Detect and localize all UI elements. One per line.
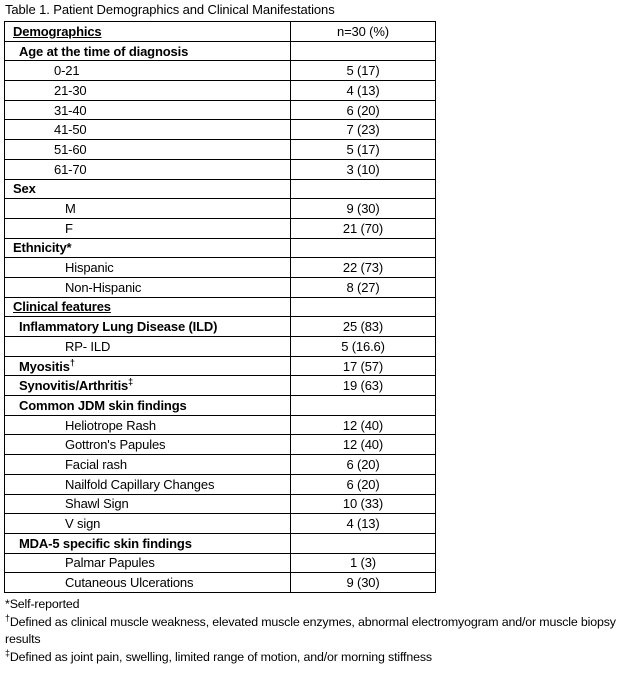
table-row: [5, 297, 436, 317]
row-value: 4 (13): [291, 514, 436, 534]
table-row: [5, 179, 436, 199]
row-value: 21 (70): [291, 218, 436, 238]
row-value: 12 (40): [291, 435, 436, 455]
footnote: [5, 596, 621, 614]
table-row: [5, 573, 436, 593]
table-row: [5, 435, 436, 455]
row-label: Heliotrope Rash: [5, 415, 291, 435]
table-row: [5, 61, 436, 81]
footnote-text: Defined as joint pain, swelling, limited range of motion, and/or morning stiffness: [9, 649, 432, 664]
row-value: [291, 238, 436, 258]
footnote-marker: *: [5, 596, 10, 611]
row-value: 9 (30): [291, 573, 436, 593]
row-value: 10 (33): [291, 494, 436, 514]
table-row: [5, 514, 436, 534]
footnotes: [5, 596, 621, 666]
row-value: [291, 179, 436, 199]
footnote-text: Defined as clinical muscle weakness, elevated muscle enzymes, abnormal electromyogram and/or muscle biopsy results: [5, 614, 616, 647]
row-value: 6 (20): [291, 100, 436, 120]
row-value: 4 (13): [291, 81, 436, 101]
footnote-text: Self-reported: [9, 596, 80, 611]
table-row: [5, 140, 436, 160]
row-label: Nailfold Capillary Changes: [5, 474, 291, 494]
row-label: RP- ILD: [5, 337, 291, 357]
table-row: [5, 22, 436, 42]
table-row: [5, 553, 436, 573]
row-value: 8 (27): [291, 277, 436, 297]
row-label: Myositis†: [5, 356, 291, 376]
row-value: n=30 (%): [291, 22, 436, 42]
table-row: [5, 218, 436, 238]
footnote-marker: ‡: [5, 647, 10, 658]
row-label: Facial rash: [5, 455, 291, 475]
table-row: [5, 317, 436, 337]
row-label: Shawl Sign: [5, 494, 291, 514]
row-value: 1 (3): [291, 553, 436, 573]
row-value: [291, 41, 436, 61]
row-value: 22 (73): [291, 258, 436, 278]
row-label: Sex: [5, 179, 291, 199]
table-row: [5, 356, 436, 376]
row-value: 17 (57): [291, 356, 436, 376]
row-label: Gottron's Papules: [5, 435, 291, 455]
row-label: Cutaneous Ulcerations: [5, 573, 291, 593]
row-label: Non-Hispanic: [5, 277, 291, 297]
table-row: [5, 455, 436, 475]
row-label: Demographics: [5, 22, 291, 42]
row-value: 25 (83): [291, 317, 436, 337]
table-row: [5, 199, 436, 219]
table-row: [5, 415, 436, 435]
row-label: Synovitis/Arthritis‡: [5, 376, 291, 396]
row-value: 3 (10): [291, 159, 436, 179]
table-row: [5, 120, 436, 140]
row-label: 61-70: [5, 159, 291, 179]
row-value: 6 (20): [291, 455, 436, 475]
row-label: Hispanic: [5, 258, 291, 278]
row-label: 21-30: [5, 81, 291, 101]
row-label: 0-21: [5, 61, 291, 81]
table-row: [5, 533, 436, 553]
table-row: [5, 474, 436, 494]
footnote: [5, 614, 621, 649]
row-label: Common JDM skin findings: [5, 396, 291, 416]
row-value: 5 (17): [291, 140, 436, 160]
table-row: [5, 100, 436, 120]
row-label: Ethnicity*: [5, 238, 291, 258]
row-value: 5 (17): [291, 61, 436, 81]
table-row: [5, 337, 436, 357]
row-label: Palmar Papules: [5, 553, 291, 573]
table-row: [5, 376, 436, 396]
row-value: 12 (40): [291, 415, 436, 435]
table-row: [5, 159, 436, 179]
row-label: Age at the time of diagnosis: [5, 41, 291, 61]
row-label: M: [5, 199, 291, 219]
row-label: 51-60: [5, 140, 291, 160]
row-value: 6 (20): [291, 474, 436, 494]
table-title: Table 1. Patient Demographics and Clinical Manifestations: [5, 2, 335, 17]
row-label: V sign: [5, 514, 291, 534]
row-label: Inflammatory Lung Disease (ILD): [5, 317, 291, 337]
row-value: [291, 297, 436, 317]
table-row: [5, 41, 436, 61]
row-label: MDA-5 specific skin findings: [5, 533, 291, 553]
row-value: 9 (30): [291, 199, 436, 219]
table-row: [5, 494, 436, 514]
table-row: [5, 81, 436, 101]
row-value: 19 (63): [291, 376, 436, 396]
row-label: 31-40: [5, 100, 291, 120]
footnote-marker: †: [5, 612, 10, 623]
row-label: 41-50: [5, 120, 291, 140]
footnote-marker: †: [69, 357, 75, 368]
row-value: 5 (16.6): [291, 337, 436, 357]
table-row: [5, 396, 436, 416]
footnote: [5, 649, 621, 667]
row-value: [291, 533, 436, 553]
table-row: [5, 238, 436, 258]
table-row: [5, 277, 436, 297]
demographics-table-body: [5, 22, 436, 593]
table-row: [5, 258, 436, 278]
footnote-marker: ‡: [128, 376, 133, 387]
row-value: 7 (23): [291, 120, 436, 140]
row-label: F: [5, 218, 291, 238]
row-label: Clinical features: [5, 297, 291, 317]
demographics-table: [4, 21, 436, 593]
row-value: [291, 396, 436, 416]
